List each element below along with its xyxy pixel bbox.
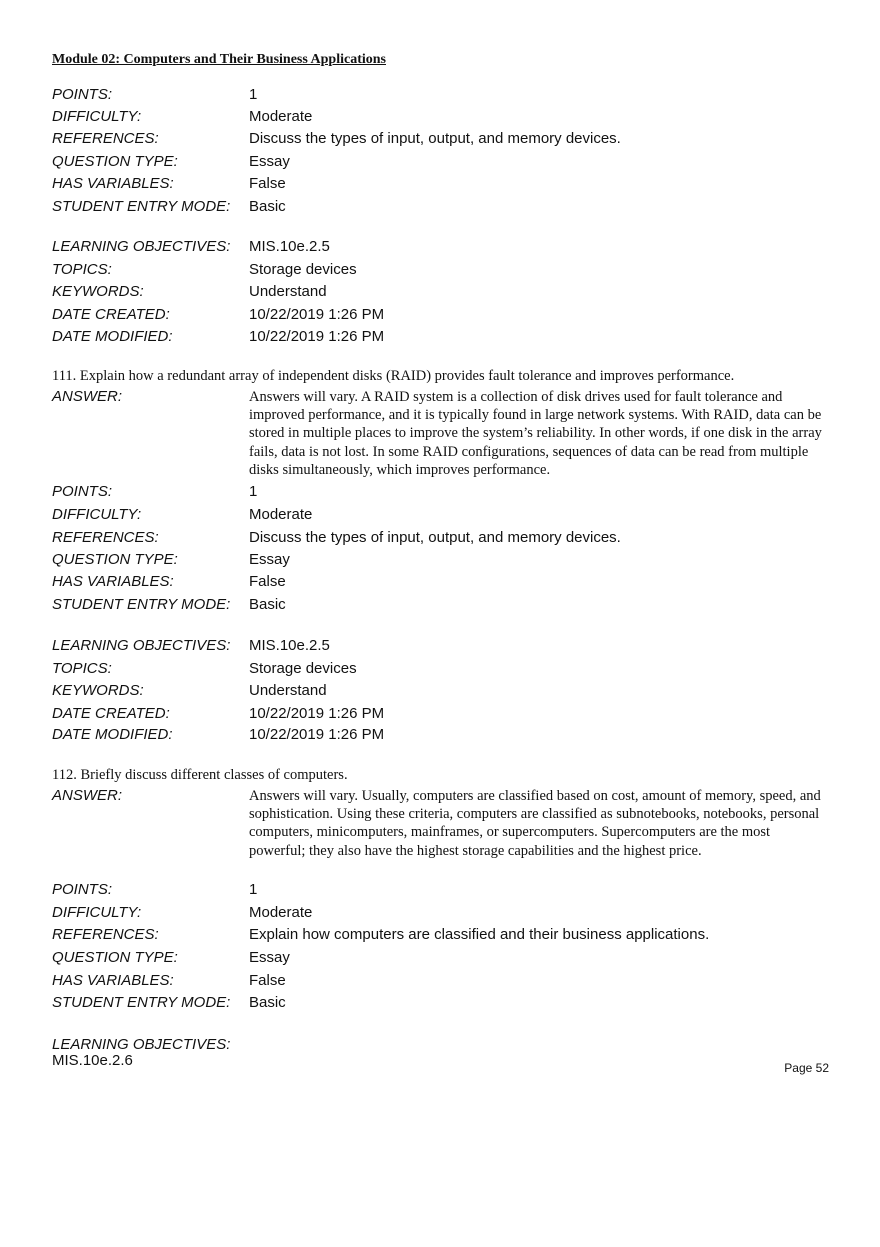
student-entry-mode-label: STUDENT ENTRY MODE: — [52, 994, 231, 1011]
date-created-value: 10/22/2019 1:26 PM — [249, 705, 385, 722]
keywords-value: Understand — [249, 283, 327, 300]
has-variables-value: False — [249, 175, 286, 192]
meta-row-topics — [52, 261, 842, 283]
meta-row-student-entry-mode — [52, 198, 842, 220]
difficulty-label: DIFFICULTY: — [52, 108, 142, 125]
has-variables-label: HAS VARIABLES: — [52, 573, 174, 590]
difficulty-value: Moderate — [249, 904, 313, 921]
question-type-value: Essay — [249, 551, 290, 568]
meta-row-difficulty — [52, 506, 842, 528]
keywords-label: KEYWORDS: — [52, 283, 144, 300]
learning-objectives-value: MIS.10e.2.5 — [249, 637, 330, 654]
meta-row-date-modified — [52, 328, 842, 350]
page-number: Page 52 — [784, 1061, 829, 1075]
meta-row-references — [52, 130, 842, 152]
topics-value: Storage devices — [249, 660, 357, 677]
meta-row-has-variables — [52, 573, 842, 595]
keywords-value: Understand — [249, 682, 327, 699]
student-entry-mode-label: STUDENT ENTRY MODE: — [52, 596, 231, 613]
references-value: Discuss the types of input, output, and memory devices. — [249, 130, 621, 147]
answer-112-text: Answers will vary. Usually, computers are classified based on cost, amount of memory, speed, and sophistication. Using these criteria, computers are classified as subnotebooks, notebooks, personal computers, minicomputers, mainframes, or supercomputers. Supercomputers are the most powerful; they also have the highest storage capabilities and the highest price. — [249, 788, 821, 859]
meta-row-keywords — [52, 682, 842, 704]
meta-row-date-modified — [52, 726, 842, 748]
meta-row-date-created — [52, 705, 842, 727]
question-111: 111. Explain how a redundant array of independent disks (RAID) provides fault tolerance and improves performance. — [52, 368, 735, 384]
question-112: 112. Briefly discuss different classes of computers. — [52, 767, 348, 783]
date-created-label: DATE CREATED: — [52, 306, 170, 323]
points-value: 1 — [249, 86, 258, 103]
references-label: REFERENCES: — [52, 926, 159, 943]
difficulty-value: Moderate — [249, 108, 313, 125]
meta-row-student-entry-mode — [52, 596, 842, 618]
points-value: 1 — [249, 881, 258, 898]
has-variables-label: HAS VARIABLES: — [52, 175, 174, 192]
meta-row-topics — [52, 660, 842, 682]
student-entry-mode-value: Basic — [249, 596, 286, 613]
meta-row-points — [52, 483, 842, 505]
meta-row-points — [52, 86, 842, 108]
references-value: Discuss the types of input, output, and memory devices. — [249, 529, 621, 546]
points-label: POINTS: — [52, 86, 113, 103]
references-label: REFERENCES: — [52, 130, 159, 147]
points-value: 1 — [249, 483, 258, 500]
learning-objectives-label: LEARNING OBJECTIVES: — [52, 637, 231, 654]
points-label: POINTS: — [52, 881, 113, 898]
answer-label: ANSWER: — [52, 787, 123, 804]
meta-row-question-type — [52, 551, 842, 573]
meta-row-references — [52, 926, 842, 948]
meta-row-learning-objectives — [52, 637, 842, 659]
learning-objectives-value: MIS.10e.2.5 — [249, 238, 330, 255]
meta-row-difficulty — [52, 904, 842, 926]
question-type-label: QUESTION TYPE: — [52, 551, 178, 568]
meta-row-references — [52, 529, 842, 551]
student-entry-mode-label: STUDENT ENTRY MODE: — [52, 198, 231, 215]
answer-111-text: Answers will vary. A RAID system is a collection of disk drives used for fault tolerance and improved performance, and it is typically found in large network systems. With RAID, data can be stored in multiple places to improve the system’s reliability. In other words, if one disk in the array fails, data is not lost. In some RAID configurations, sequences of data can be read from multiple disks simultaneously, which improves performance. — [249, 389, 822, 478]
date-created-value: 10/22/2019 1:26 PM — [249, 306, 385, 323]
meta-row-student-entry-mode — [52, 994, 842, 1016]
student-entry-mode-value: Basic — [249, 198, 286, 215]
meta-row-points — [52, 881, 842, 903]
meta-row-has-variables — [52, 972, 842, 994]
learning-objectives-label: LEARNING OBJECTIVES: — [52, 1036, 231, 1053]
question-type-value: Essay — [249, 153, 290, 170]
points-label: POINTS: — [52, 483, 113, 500]
difficulty-label: DIFFICULTY: — [52, 506, 142, 523]
meta-row-question-type — [52, 949, 842, 971]
meta-row-question-type — [52, 153, 842, 175]
topics-label: TOPICS: — [52, 660, 112, 677]
has-variables-value: False — [249, 972, 286, 989]
meta-row-date-created — [52, 306, 842, 328]
has-variables-value: False — [249, 573, 286, 590]
date-modified-label: DATE MODIFIED: — [52, 726, 173, 743]
topics-label: TOPICS: — [52, 261, 112, 278]
learning-objectives-label: LEARNING OBJECTIVES: — [52, 238, 231, 255]
date-modified-label: DATE MODIFIED: — [52, 328, 173, 345]
difficulty-value: Moderate — [249, 506, 313, 523]
references-label: REFERENCES: — [52, 529, 159, 546]
topics-value: Storage devices — [249, 261, 357, 278]
meta-row-keywords — [52, 283, 842, 305]
date-modified-value: 10/22/2019 1:26 PM — [249, 328, 385, 345]
module-title: Module 02: Computers and Their Business Applications — [52, 52, 386, 67]
has-variables-label: HAS VARIABLES: — [52, 972, 174, 989]
answer-label: ANSWER: — [52, 388, 123, 405]
question-type-value: Essay — [249, 949, 290, 966]
date-created-label: DATE CREATED: — [52, 705, 170, 722]
question-type-label: QUESTION TYPE: — [52, 153, 178, 170]
references-value: Explain how computers are classified and their business applications. — [249, 926, 710, 943]
question-type-label: QUESTION TYPE: — [52, 949, 178, 966]
meta-row-has-variables — [52, 175, 842, 197]
meta-row-learning-objectives — [52, 238, 842, 260]
keywords-label: KEYWORDS: — [52, 682, 144, 699]
learning-objectives-value: MIS.10e.2.6 — [52, 1052, 133, 1069]
difficulty-label: DIFFICULTY: — [52, 904, 142, 921]
date-modified-value: 10/22/2019 1:26 PM — [249, 726, 385, 743]
student-entry-mode-value: Basic — [249, 994, 286, 1011]
meta-row-difficulty — [52, 108, 842, 130]
